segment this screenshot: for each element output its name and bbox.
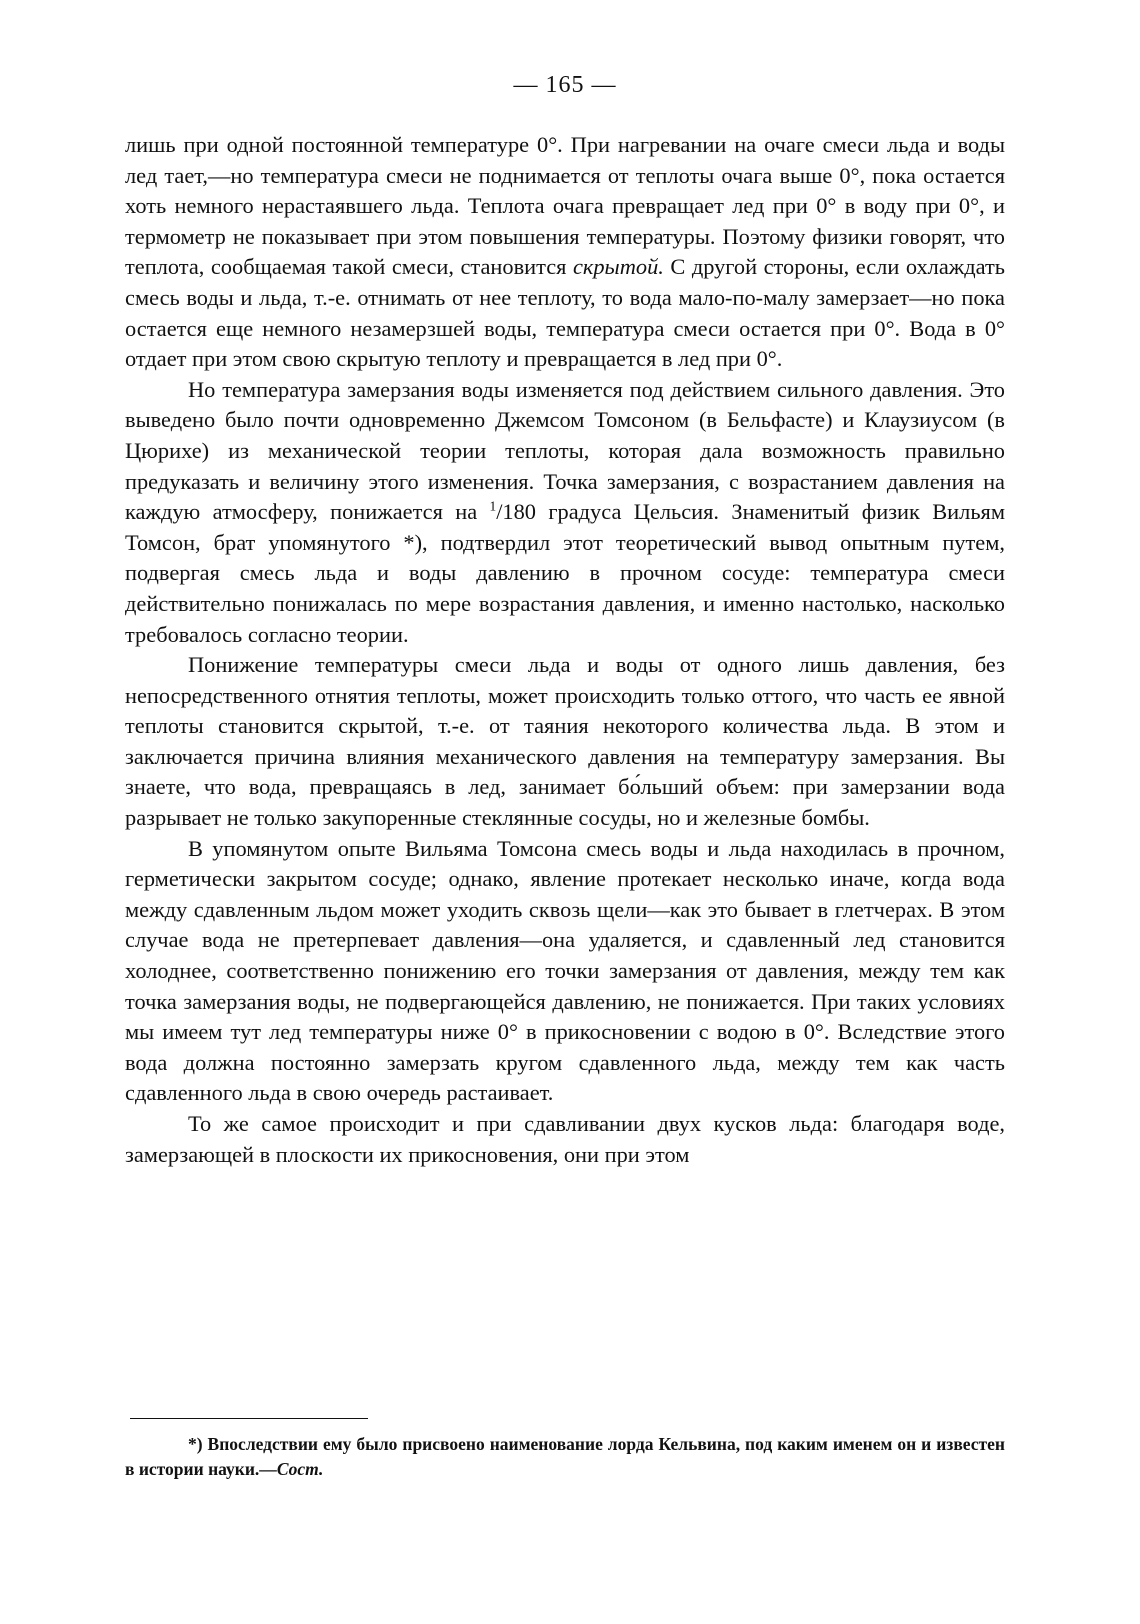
paragraph [125,130,1005,375]
paragraph [125,834,1005,1109]
paragraph [125,650,1005,834]
superscript-text-run: 1 [489,498,497,514]
text-run: Понижение температуры смеси льда и воды от одного лишь давления, без непосредственного отнятия теплоты, может происходить только оттого, что часть ее явной теплоты становится скрытой, т.-е. от таяния некоторого количества льда. В этом и заключается причина влияния механического давления на температуру замерзания. Вы знаете, что вода, превращаясь в лед, занимает бо́льший объем: при замерзании вода разрывает не только закупоренные стеклянные сосуды, но и железные бомбы. [125,652,1005,831]
paragraph [125,1109,1005,1170]
footnote-text: *) Впоследствии ему было присвоено наименование лорда Кельвина, под каким именем он и известен в истории науки.— [125,1434,1005,1479]
footnote-divider [130,1418,368,1419]
footnote-signature: Сост. [276,1459,324,1479]
paragraph [125,375,1005,650]
text-run: То же самое происходит и при сдавливании двух кусков льда: благодаря воде, замерзающей в плоскости их прикосновения, они при этом [125,1111,1005,1167]
italic-text-run: скрытой. [572,254,664,280]
text-run: лишь при одной постоянной температуре 0°. При нагревании на очаге смеси льда и воды лед тает,—но температура смеси не поднимается от теплоты очага выше 0°, пока остается хоть немного нерастаявшего льда. Теплота очага превращает лед при 0° в воду при 0°, и термометр не показывает при этом повышения температуры. Поэтому физики говорят, что теплота, сообщаемая такой смеси, становится [125,132,1005,280]
text-run: Но температура замерзания воды изменяется под действием сильного давления. Это выведено было почти одновременно Джемсом Томсоном (в Бельфасте) и Клаузиусом (в Цюрихе) из механической теории теплоты, которая дала возможность правильно предуказать и величину этого изменения. Точка замерзания, с возрастанием давления на каждую атмосферу, понижается на [125,376,1005,525]
text-run: В упомянутом опыте Вильяма Томсона смесь воды и льда находилась в прочном, герметически закрытом сосуде; однако, явление протекает несколько иначе, когда вода между сдавленным льдом может уходить сквозь щели—как это бывает в глетчерах. В этом случае вода не претерпевает давления—она удаляется, и сдавленный лед становится холоднее, соответственно понижению его точки замерзания от давления, между тем как точка замерзания воды, не подвергающейся давлению, не понижается. При таких условиях мы имеем тут лед температуры ниже 0° в прикосновении с водою в 0°. Вследствие этого вода должна постоянно замерзать кругом сдавленного льда, между тем как часть сдавленного льда в свою очередь растаивает. [125,835,1005,1106]
footnote [125,1432,1005,1482]
text-run: /180 градуса Цельсия. Знаменитый физик Вильям Томсон, брат упомянутого *), подтвердил этот теоретический вывод опытным путем, подвергая смесь льда и воды давлению в прочном сосуде: температура смеси действительно понижалась по мере возрастания давления, и именно настолько, насколько требовалось согласно теории. [125,499,1005,647]
page-number: — 165 — [513,72,617,98]
text-run: С другой стороны, если охлаждать смесь воды и льда, т.-е. отнимать от нее теплоту, то вода мало-по-малу замерзает—но пока остается еще немного незамерзшей воды, температура смеси остается при 0°. Вода в 0° отдает при этом свою скрытую теплоту и превращается в лед при 0°. [125,254,1005,372]
book-page [125,0,1005,1624]
body-text [125,130,1005,1170]
